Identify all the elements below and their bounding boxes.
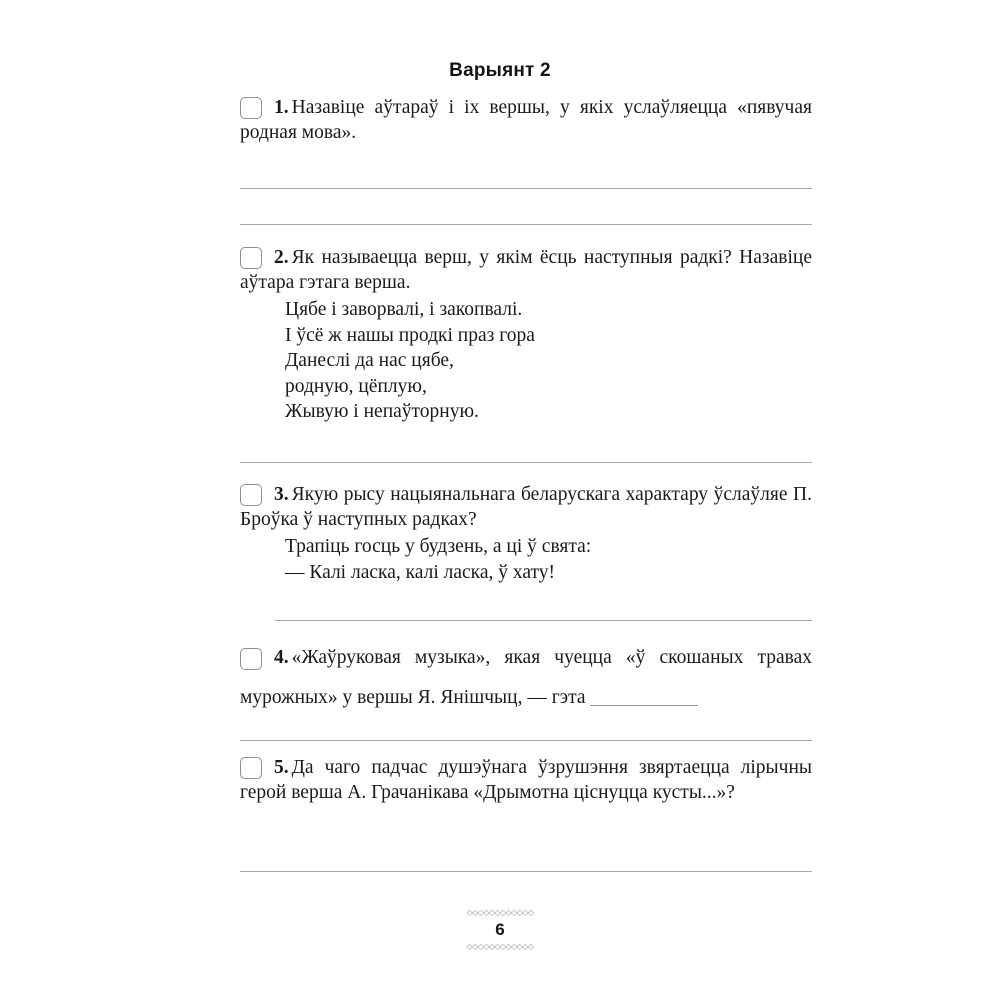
separator-after-question-2 <box>240 462 812 463</box>
footer-ornament-top: ◇◇◇◇◇◇◇◇◇◇◇◇ <box>466 908 534 917</box>
poem-line: — Калі ласка, калі ласка, ў хату! <box>285 561 556 583</box>
question-3-text-block <box>240 482 812 532</box>
poem-line: Цябе і заворвалі, і закопвалі. <box>285 299 523 320</box>
question-3-poem <box>240 534 812 585</box>
poem-line: І ўсё ж нашы продкі праз гора <box>285 324 535 346</box>
question-2-number: 2. <box>274 247 289 268</box>
question-5-prompt: Да чаго падчас душэўнага ўзрушэння звяртаецца лірычны герой верша А. Грачанікава «Дрымотна ціснуцца кусты...»? <box>240 757 812 803</box>
poem-line: Жывую і непаўторную. <box>285 401 479 422</box>
checkbox-question-3[interactable] <box>240 484 262 506</box>
question-2-prompt: Як называецца верш, у якім ёсць наступныя радкі? Назавіце аўтара гэтага верша. <box>240 247 812 293</box>
question-2 <box>240 245 812 425</box>
separator-after-question-4 <box>240 740 812 741</box>
poem-line: Данеслі да нас цябе, <box>285 350 454 371</box>
poem-line: Трапіць госць у будзень, а ці ў свята: <box>285 536 592 557</box>
page-footer <box>0 908 1000 952</box>
question-1-text-block <box>240 95 812 145</box>
separator-after-question-3 <box>275 620 812 621</box>
question-1-prompt: Назавіце аўтараў і іх вершы, у якіх услаўляецца «пявучая родная мова». <box>240 97 812 143</box>
question-1-answer-line-2[interactable] <box>240 224 812 225</box>
checkbox-question-4[interactable] <box>240 648 262 670</box>
question-1-answer-line-1[interactable] <box>240 188 812 189</box>
question-4-number: 4. <box>274 647 289 668</box>
checkbox-question-5[interactable] <box>240 757 262 779</box>
question-3-prompt: Якую рысу нацыянальнага беларускага характару ўслаўляе П. Броўка ў наступных радках? <box>240 484 812 530</box>
page-title: Варыянт 2 <box>449 60 551 81</box>
question-5-number: 5. <box>274 757 289 778</box>
question-3-number: 3. <box>274 484 289 505</box>
separator-after-question-5 <box>240 871 812 872</box>
checkbox-question-2[interactable] <box>240 247 262 269</box>
question-2-poem <box>240 297 812 425</box>
question-4 <box>240 638 812 718</box>
question-4-inline-blank[interactable] <box>590 705 698 706</box>
question-1 <box>240 95 812 145</box>
poem-line: родную, цёплую, <box>285 375 427 397</box>
question-2-text-block <box>240 245 812 295</box>
page-number: 6 <box>495 920 505 939</box>
footer-ornament-bottom: ◇◇◇◇◇◇◇◇◇◇◇◇ <box>466 942 534 951</box>
question-5 <box>240 755 812 805</box>
checkbox-question-1[interactable] <box>240 97 262 119</box>
question-4-prompt: «Жаўруковая музыка», якая чуецца «ў скошаных травах мурожных» у вершы Я. Янішчыц, — гэта <box>240 647 812 708</box>
question-1-number: 1. <box>274 97 289 118</box>
question-4-text-block <box>240 638 812 718</box>
question-3 <box>240 482 812 585</box>
question-5-text-block <box>240 755 812 805</box>
